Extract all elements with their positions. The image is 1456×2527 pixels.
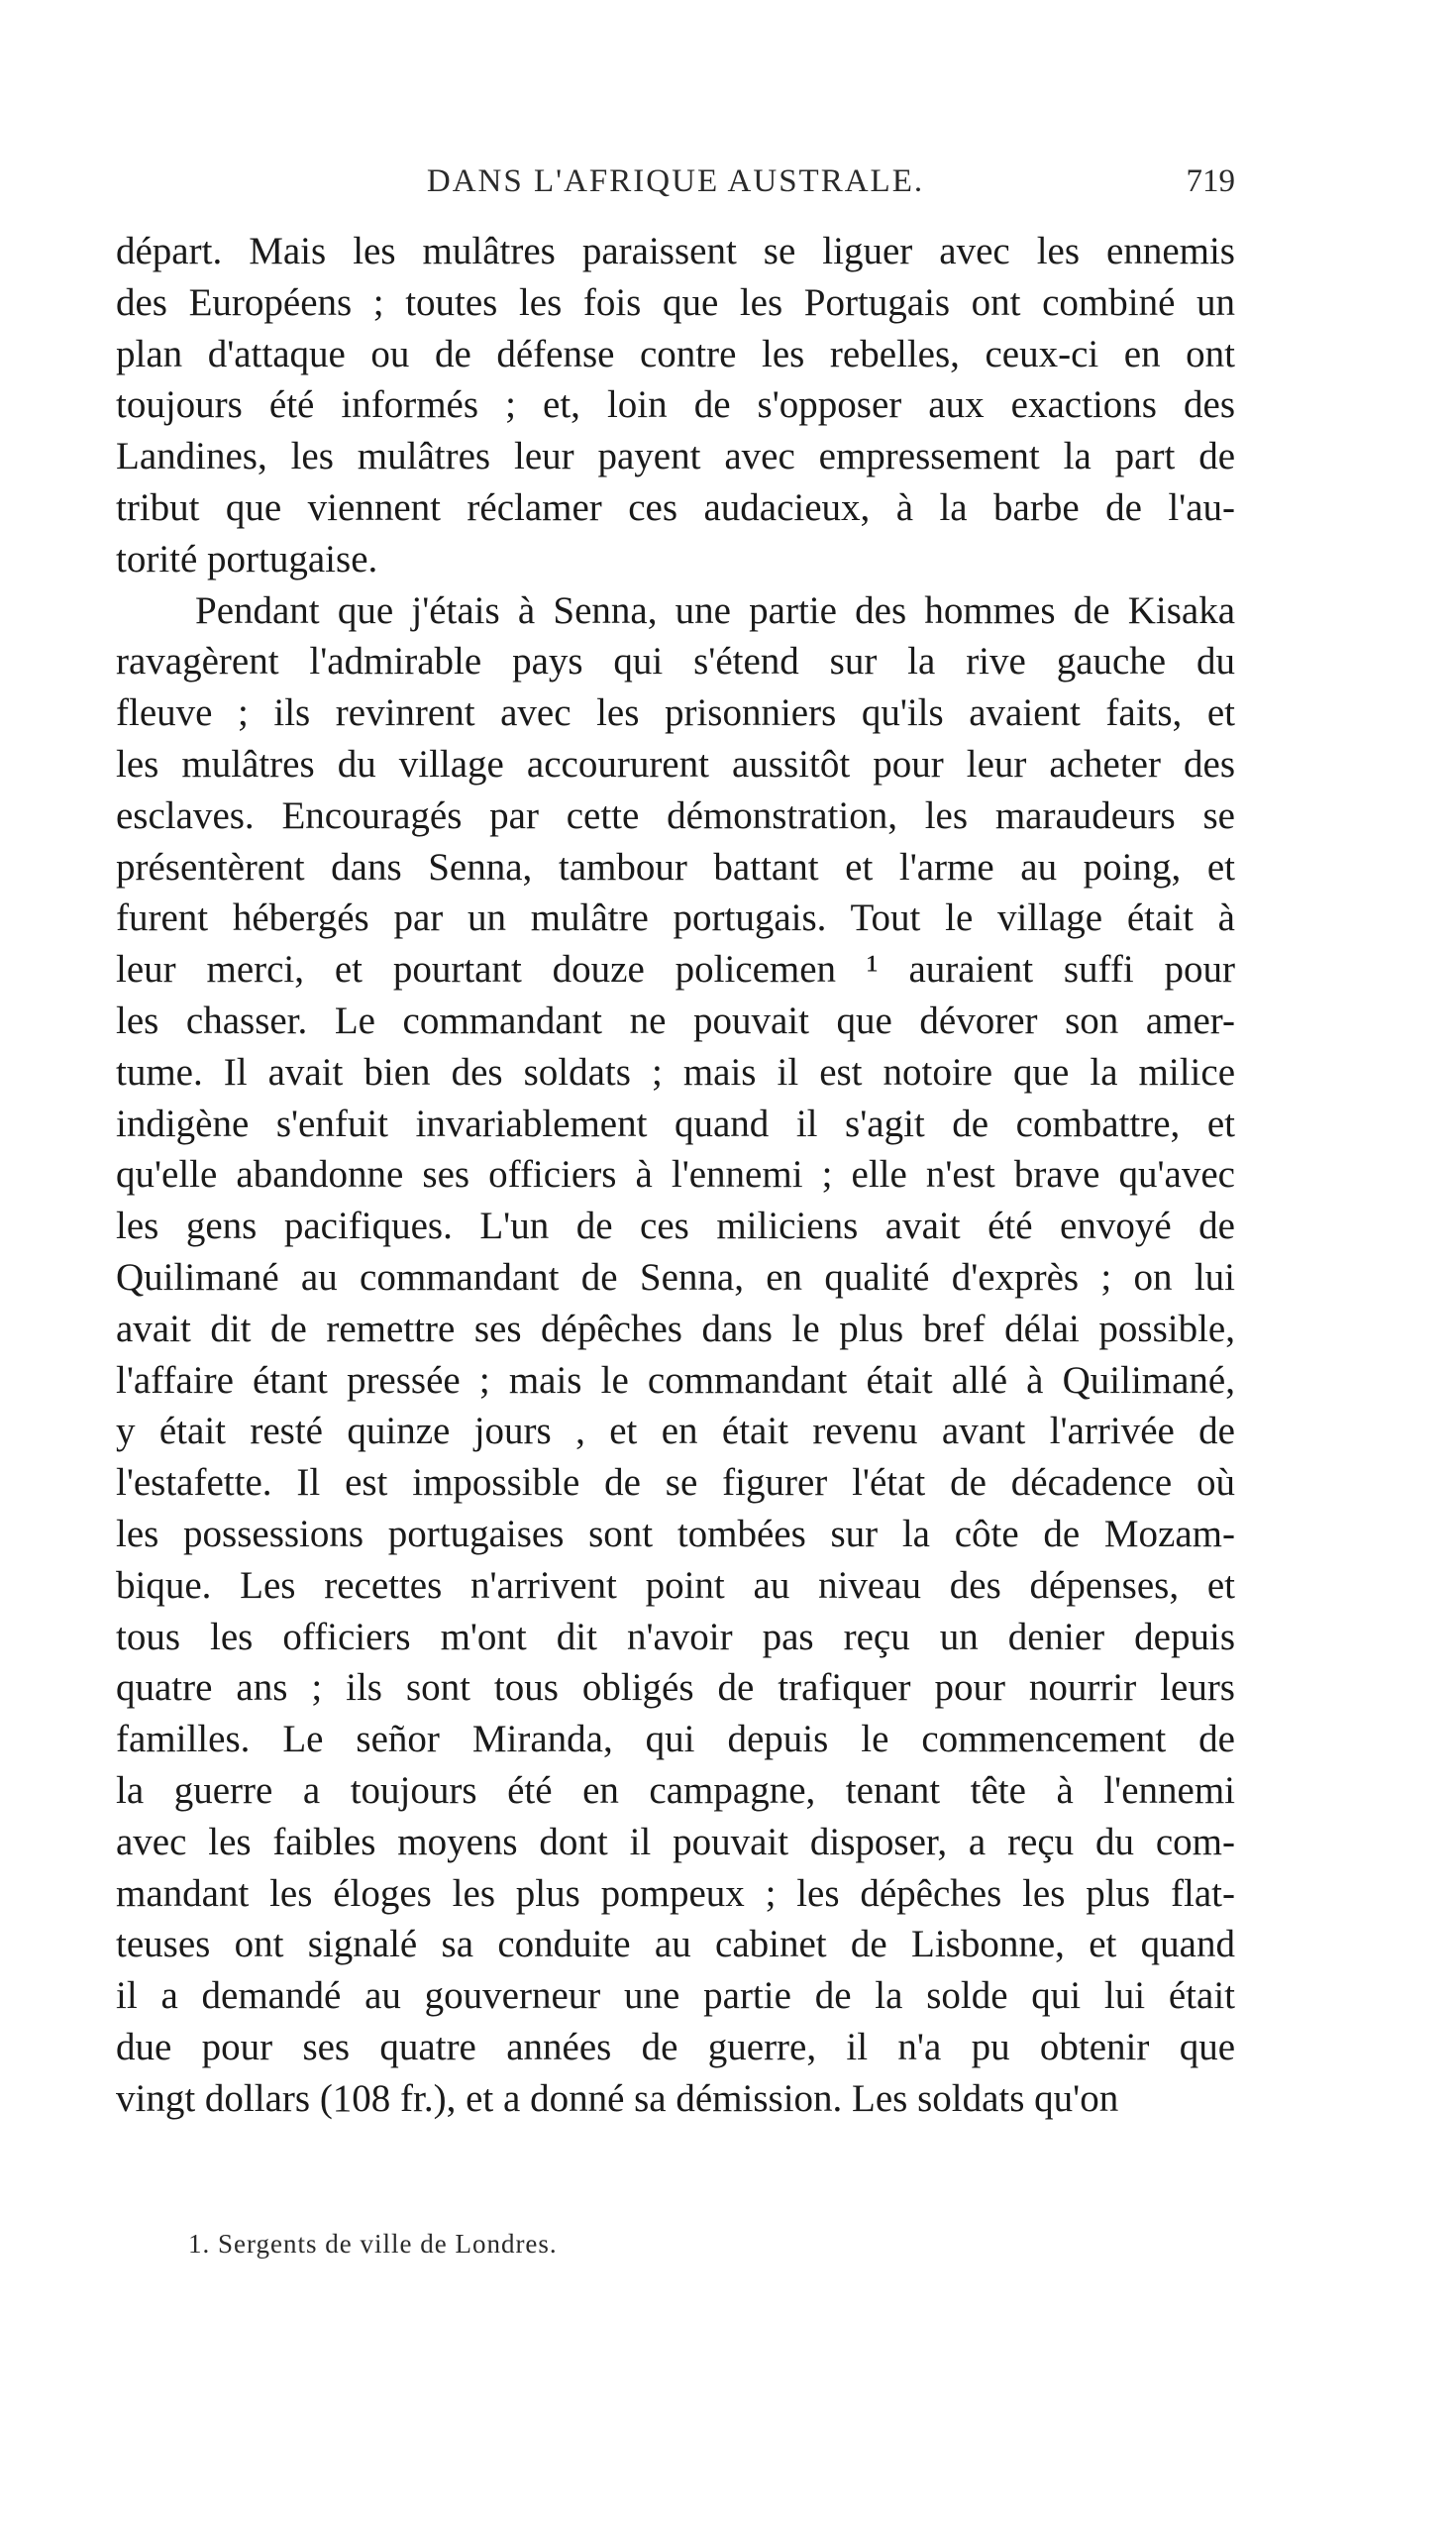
- text-line: avait dit de remettre ses dépêches dans le plus bref délai possible,: [116, 1307, 1235, 1350]
- body-text: [116, 226, 1235, 2124]
- text-line: l'affaire étant pressée ; mais le commandant était allé à Quilimané,: [116, 1358, 1235, 1402]
- text-line: y était resté quinze jours , et en était revenu avant l'arrivée de: [116, 1410, 1235, 1453]
- text-line: Landines, les mulâtres leur payent avec empressement la part de: [116, 435, 1235, 478]
- text-line: la guerre a toujours été en campagne, tenant tête à l'ennemi: [116, 1768, 1235, 1812]
- text-line: fleuve ; ils revinrent avec les prisonniers qu'ils avaient faits, et: [116, 691, 1235, 735]
- text-line: tous les officiers m'ont dit n'avoir pas reçu un denier depuis: [116, 1615, 1235, 1658]
- running-head: [116, 163, 1235, 213]
- text-line: bique. Les recettes n'arrivent point au niveau des dépenses, et: [116, 1563, 1235, 1607]
- text-line: leur merci, et pourtant douze policemen ¹ auraient suffi pour: [116, 948, 1235, 992]
- text-line: Pendant que j'étais à Senna, une partie des hommes de Kisaka: [195, 588, 1235, 632]
- text-line: les possessions portugaises sont tombées sur la côte de Mozam-: [116, 1512, 1235, 1555]
- text-line: Quilimané au commandant de Senna, en qualité d'exprès ; on lui: [116, 1255, 1235, 1299]
- text-line: quatre ans ; ils sont tous obligés de trafiquer pour nourrir leurs: [116, 1666, 1235, 1710]
- text-line: teuses ont signalé sa conduite au cabinet de Lisbonne, et quand: [116, 1923, 1235, 1966]
- text-line: les gens pacifiques. L'un de ces miliciens avait été envoyé de: [116, 1205, 1235, 1248]
- text-line: vingt dollars (108 fr.), et a donné sa démission. Les soldats qu'on: [116, 2076, 1119, 2120]
- text-line: familles. Le señor Miranda, qui depuis le commencement de: [116, 1718, 1235, 1761]
- text-line: qu'elle abandonne ses officiers à l'ennemi ; elle n'est brave qu'avec: [116, 1153, 1235, 1197]
- text-line: il a demandé au gouverneur une partie de la solde qui lui était: [116, 1974, 1235, 2018]
- text-line: départ. Mais les mulâtres paraissent se liguer avec les ennemis: [116, 230, 1235, 272]
- text-line: esclaves. Encouragés par cette démonstration, les maraudeurs se: [116, 793, 1235, 837]
- text-line: furent hébergés par un mulâtre portugais. Tout le village était à: [116, 896, 1235, 940]
- paragraph: [116, 585, 1235, 2125]
- text-line: ravagèrent l'admirable pays qui s'étend sur la rive gauche du: [116, 640, 1235, 684]
- text-line: tume. Il avait bien des soldats ; mais il est notoire que la milice: [116, 1050, 1235, 1094]
- text-line: toujours été informés ; et, loin de s'opposer aux exactions des: [116, 383, 1235, 427]
- text-line: les chasser. Le commandant ne pouvait que dévorer son amer-: [116, 999, 1235, 1042]
- text-line: mandant les éloges les plus pompeux ; les dépêches les plus flat-: [116, 1871, 1235, 1915]
- paragraph: [116, 226, 1235, 585]
- running-title: DANS L'AFRIQUE AUSTRALE.: [426, 163, 925, 199]
- text-line: due pour ses quatre années de guerre, il n'a pu obtenir que: [116, 2025, 1235, 2068]
- page-number: 719: [1186, 163, 1235, 199]
- text-line: indigène s'enfuit invariablement quand il s'agit de combattre, et: [116, 1102, 1235, 1145]
- text-line: des Européens ; toutes les fois que les Portugais ont combiné un: [116, 280, 1235, 324]
- text-line: avec les faibles moyens dont il pouvait disposer, a reçu du com-: [116, 1820, 1235, 1863]
- text-line: les mulâtres du village accoururent aussitôt pour leur acheter des: [116, 742, 1235, 786]
- text-line: plan d'attaque ou de défense contre les rebelles, ceux-ci en ont: [116, 332, 1235, 375]
- text-line: l'estafette. Il est impossible de se figurer l'état de décadence où: [116, 1461, 1235, 1505]
- text-line: torité portugaise.: [116, 537, 378, 580]
- text-line: présentèrent dans Senna, tambour battant et l'arme au poing, et: [116, 845, 1235, 889]
- text-line: tribut que viennent réclamer ces audacieux, à la barbe de l'au-: [116, 485, 1235, 529]
- footnote: 1. Sergents de ville de Londres.: [188, 2229, 558, 2259]
